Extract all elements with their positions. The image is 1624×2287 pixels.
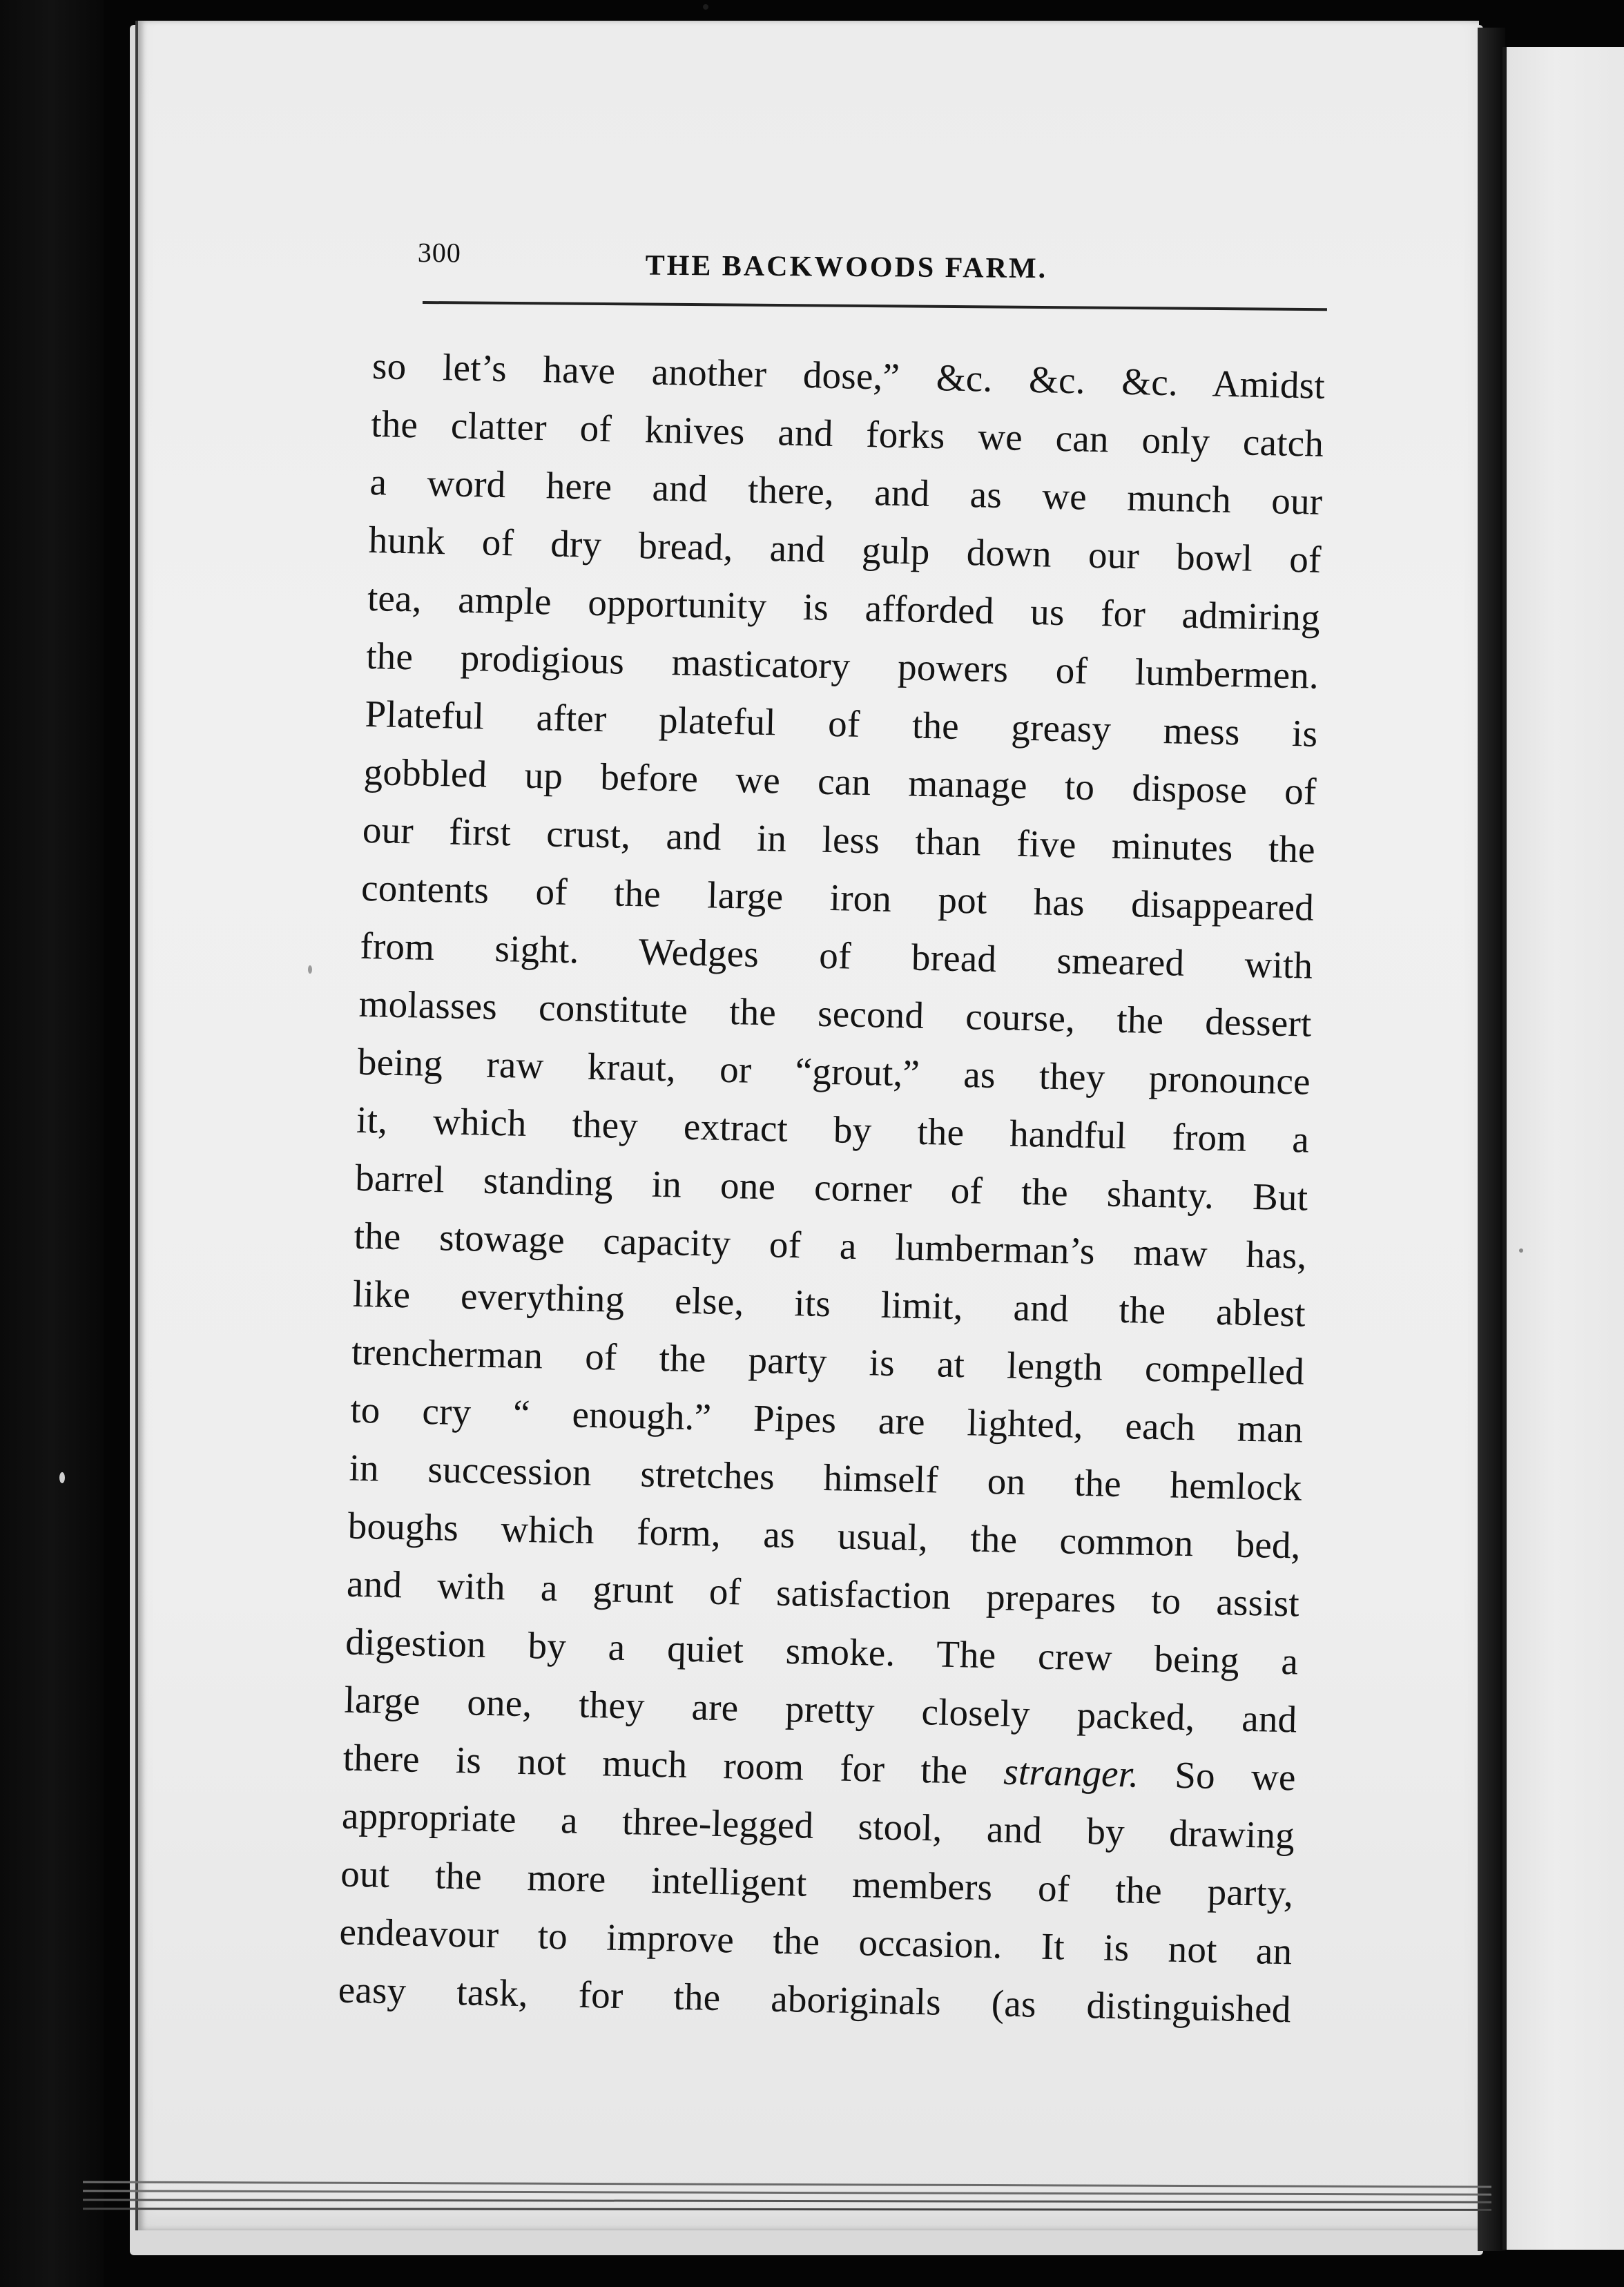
text-line: the prodigious masticatory powers of lumbermen. <box>365 634 1320 697</box>
text-line: the stowage capacity of a lumberman’s maw has, <box>354 1214 1308 1277</box>
body-text <box>338 337 1326 2038</box>
text-line: Plateful after plateful of the greasy mess is <box>364 692 1318 755</box>
text-line: easy task, for the aboriginals (as distinguished <box>338 1968 1292 2031</box>
italic-word: stranger. <box>1003 1750 1139 1795</box>
text-line: digestion by a quiet smoke. The crew being a <box>345 1620 1299 1683</box>
text-line: the clatter of knives and forks we can only catch <box>370 402 1324 465</box>
text-line-start: there is not much room for the <box>342 1736 968 1792</box>
text-line: endeavour to improve the occasion. It is not an <box>338 1910 1293 1973</box>
scan-speck <box>1519 1248 1523 1253</box>
text-line: large one, they are pretty closely packed, and <box>344 1678 1298 1741</box>
text-line: to cry “ enough.” Pipes are lighted, each man <box>349 1388 1304 1451</box>
text-line: boughs which form, as usual, the common bed, <box>347 1504 1302 1567</box>
text-line: molasses constitute the second course, the dessert <box>358 982 1313 1045</box>
running-head: THE BACKWOODS FARM. <box>645 249 1048 285</box>
text-line: appropriate a three-legged stool, and by drawing <box>341 1794 1295 1857</box>
scan-left-margin <box>0 0 104 2287</box>
text-line: barrel standing in one corner of the shanty. But <box>354 1156 1308 1219</box>
text-line: from sight. Wedges of bread smeared with <box>359 924 1313 987</box>
page-header <box>417 236 1329 298</box>
text-line: tea, ample opportunity is afforded us for admiring <box>367 576 1321 639</box>
text-line: gobbled up before we can manage to dispose of <box>363 750 1317 813</box>
facing-page-sliver <box>1502 47 1624 2250</box>
text-line: out the more intelligent members of the party, <box>340 1852 1294 1915</box>
text-line: so let’s have another dose,” &c. &c. &c. Amidst <box>371 344 1326 407</box>
text-line: hunk of dry bread, and gulp down our bowl of <box>368 518 1322 581</box>
text-line: and with a grunt of satisfaction prepares to assist <box>346 1562 1300 1625</box>
gutter-shadow <box>1478 28 1505 2251</box>
text-line: contents of the large iron pot has disappeared <box>360 866 1315 929</box>
text-line: a word here and there, and as we munch our <box>369 460 1323 523</box>
scan-speck <box>59 1472 65 1483</box>
text-line: in succession stretches himself on the hemlock <box>349 1446 1303 1509</box>
text-line: trencherman of the party is at length compelled <box>351 1330 1305 1393</box>
text-line: like everything else, its limit, and the ablest <box>352 1272 1306 1335</box>
text-line-end: So we <box>1174 1753 1297 1799</box>
page-number: 300 <box>417 236 461 269</box>
scan-speck <box>703 4 708 10</box>
scan-speck <box>308 965 312 974</box>
text-line: our first crust, and in less than five minutes the <box>362 808 1316 871</box>
page-edge-lines <box>83 2181 1491 2222</box>
text-line: being raw kraut, or “grout,” as they pronounce <box>357 1040 1311 1103</box>
text-line: it, which they extract by the handful from a <box>356 1098 1310 1161</box>
